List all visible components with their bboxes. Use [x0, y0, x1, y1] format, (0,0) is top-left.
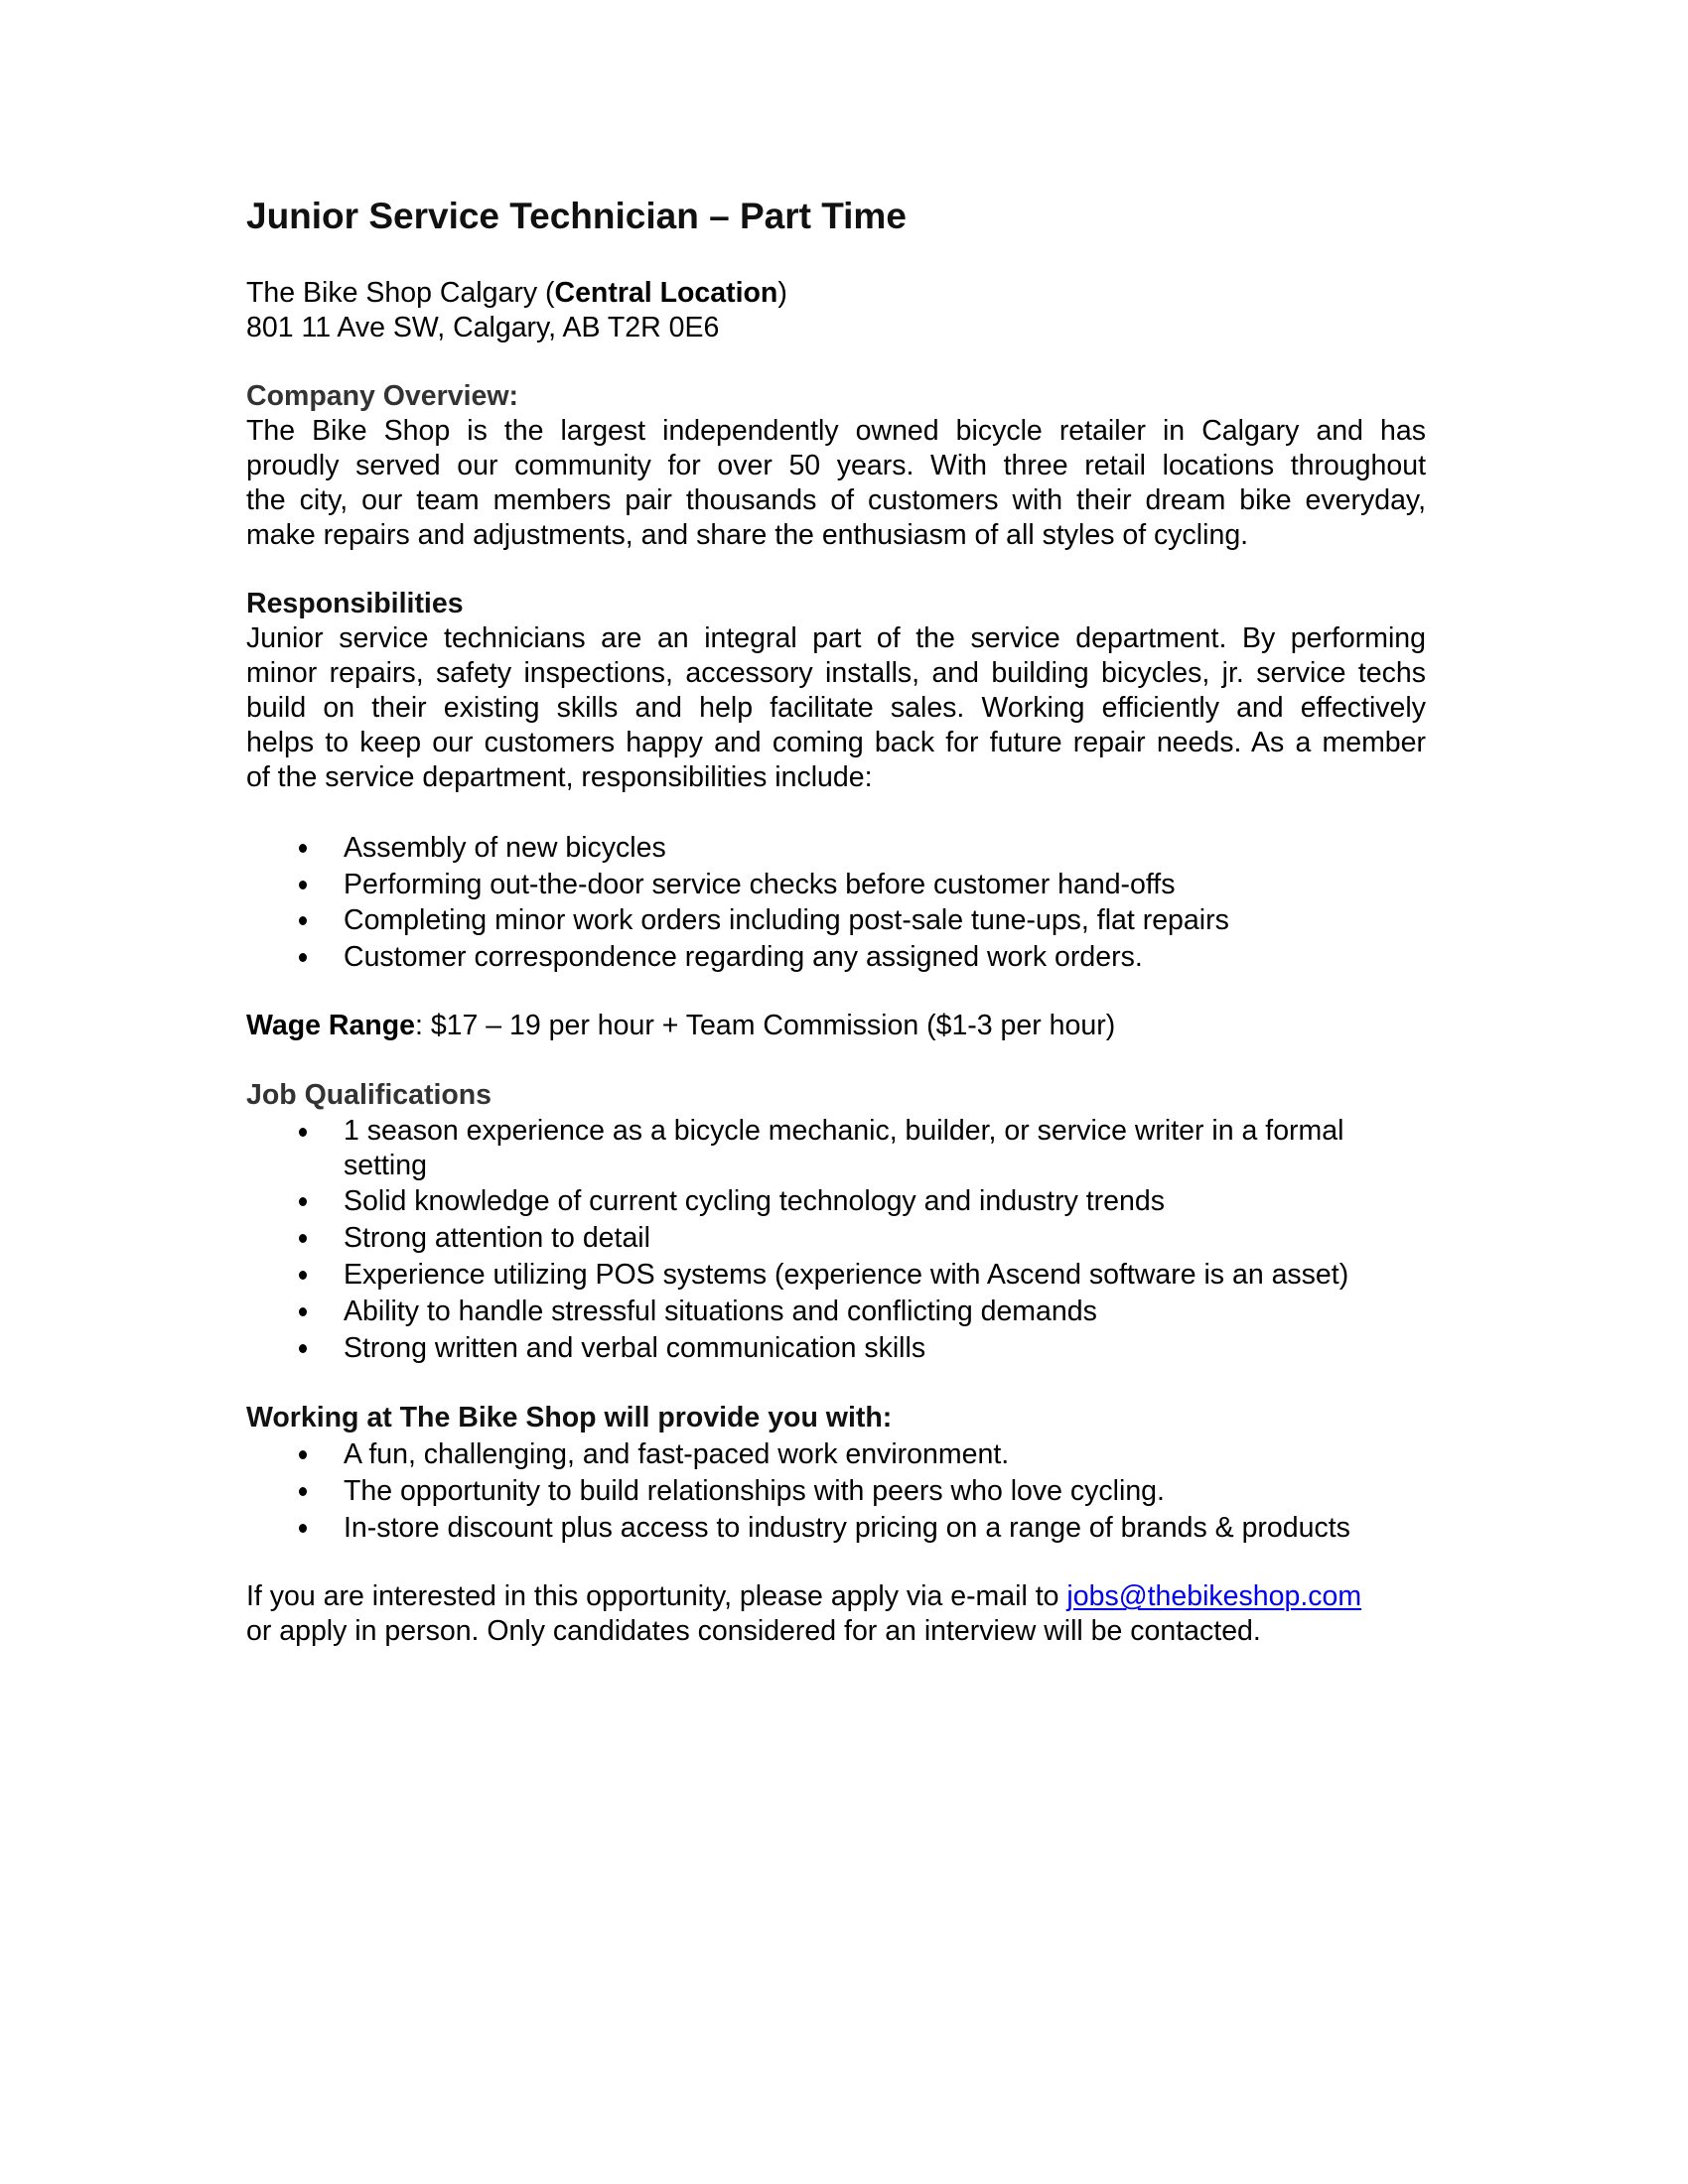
responsibilities-paragraph — [246, 621, 1426, 795]
qualifications-list — [246, 1114, 1418, 1367]
list-item-text: Solid knowledge of current cycling technology and industry trends — [344, 1185, 1165, 1217]
paragraph-line: proudly served our community for over 50 years. With three retail locations throughout — [246, 450, 1426, 481]
list-item — [246, 1257, 1418, 1294]
paragraph-line: of the service department, responsibilities include: — [246, 761, 873, 793]
list-item-text: In-store discount plus access to industry pricing on a range of brands & products — [344, 1512, 1350, 1544]
list-item — [246, 902, 1426, 939]
list-item-text: Completing minor work orders including post-sale tune-ups, flat repairs — [344, 904, 1229, 936]
email-link[interactable]: jobs@thebikeshop.com — [1066, 1580, 1362, 1612]
location-name-prefix: The Bike Shop Calgary ( — [246, 277, 555, 309]
list-item-text: The opportunity to build relationships with peers who love cycling. — [344, 1475, 1165, 1507]
bullet-icon — [299, 1307, 307, 1316]
list-item-text: Assembly of new bicycles — [344, 832, 666, 864]
company-overview-heading: Company Overview: — [246, 380, 519, 412]
paragraph-line: make repairs and adjustments, and share the enthusiasm of all styles of cycling. — [246, 519, 1249, 551]
list-item — [246, 1436, 1426, 1473]
benefits-heading: Working at The Bike Shop will provide you with: — [246, 1402, 893, 1433]
bullet-icon — [299, 1234, 307, 1243]
paragraph-line: helps to keep our customers happy and coming back for future repair needs. As a member — [246, 727, 1426, 758]
bullet-icon — [299, 1271, 307, 1280]
wage-label: Wage Range — [246, 1010, 415, 1041]
bullet-icon — [299, 844, 307, 853]
list-item-text: Experience utilizing POS systems (experience with Ascend software is an asset) — [344, 1259, 1349, 1291]
list-item-text: Strong written and verbal communication skills — [344, 1332, 926, 1364]
wage-range — [246, 1009, 1115, 1043]
apply-text: If you are interested in this opportunity, please apply via e-mail to — [246, 1580, 1067, 1612]
bullet-icon — [299, 1344, 307, 1353]
location-name — [246, 276, 787, 311]
paragraph-line: The Bike Shop is the largest independently owned bicycle retailer in Calgary and has — [246, 415, 1426, 447]
location-name-bold: Central Location — [554, 277, 778, 309]
list-item-text: 1 season experience as a bicycle mechanic, builder, or service writer in a formal setting — [344, 1115, 1344, 1181]
responsibilities-heading: Responsibilities — [246, 588, 464, 619]
paragraph-line: Junior service technicians are an integral part of the service department. By performing — [246, 622, 1426, 654]
bullet-icon — [299, 1524, 307, 1533]
list-item — [246, 1510, 1426, 1547]
list-item — [246, 830, 1426, 867]
list-item — [246, 939, 1426, 976]
list-item-text: Strong attention to detail — [344, 1222, 650, 1254]
paragraph-line: minor repairs, safety inspections, accessory installs, and building bicycles, jr. service techs — [246, 657, 1426, 689]
wage-value: : $17 – 19 per hour + Team Commission ($1-3 per hour) — [414, 1010, 1116, 1041]
company-overview-paragraph — [246, 414, 1426, 553]
apply-line-1 — [246, 1579, 1361, 1614]
list-item-text: Customer correspondence regarding any assigned work orders. — [344, 940, 1143, 973]
bullet-icon — [299, 916, 307, 925]
benefits-list — [246, 1436, 1426, 1547]
list-item — [246, 1330, 1418, 1367]
qualifications-heading: Job Qualifications — [246, 1079, 492, 1111]
list-item-text: A fun, challenging, and fast-paced work environment. — [344, 1438, 1010, 1470]
list-item-text: Performing out-the-door service checks before customer hand-offs — [344, 868, 1176, 900]
location-name-suffix: ) — [777, 277, 787, 309]
page-title: Junior Service Technician – Part Time — [246, 196, 907, 236]
bullet-icon — [299, 953, 307, 962]
bullet-icon — [299, 881, 307, 889]
responsibilities-list — [246, 830, 1426, 975]
location-address: 801 11 Ave SW, Calgary, AB T2R 0E6 — [246, 312, 720, 343]
list-item — [246, 1220, 1418, 1257]
list-item — [246, 1294, 1418, 1330]
bullet-icon — [299, 1487, 307, 1496]
bullet-icon — [299, 1197, 307, 1206]
list-item — [246, 1183, 1418, 1220]
list-item — [246, 1473, 1426, 1510]
apply-line-2: or apply in person. Only candidates considered for an interview will be contacted. — [246, 1615, 1261, 1647]
list-item-text: Ability to handle stressful situations and conflicting demands — [344, 1296, 1097, 1327]
list-item — [246, 1114, 1418, 1183]
list-item — [246, 867, 1426, 903]
bullet-icon — [299, 1450, 307, 1459]
paragraph-line: build on their existing skills and help facilitate sales. Working efficiently and effectively — [246, 692, 1426, 724]
bullet-icon — [299, 1128, 307, 1137]
paragraph-line: the city, our team members pair thousands of customers with their dream bike everyday, — [246, 484, 1426, 516]
